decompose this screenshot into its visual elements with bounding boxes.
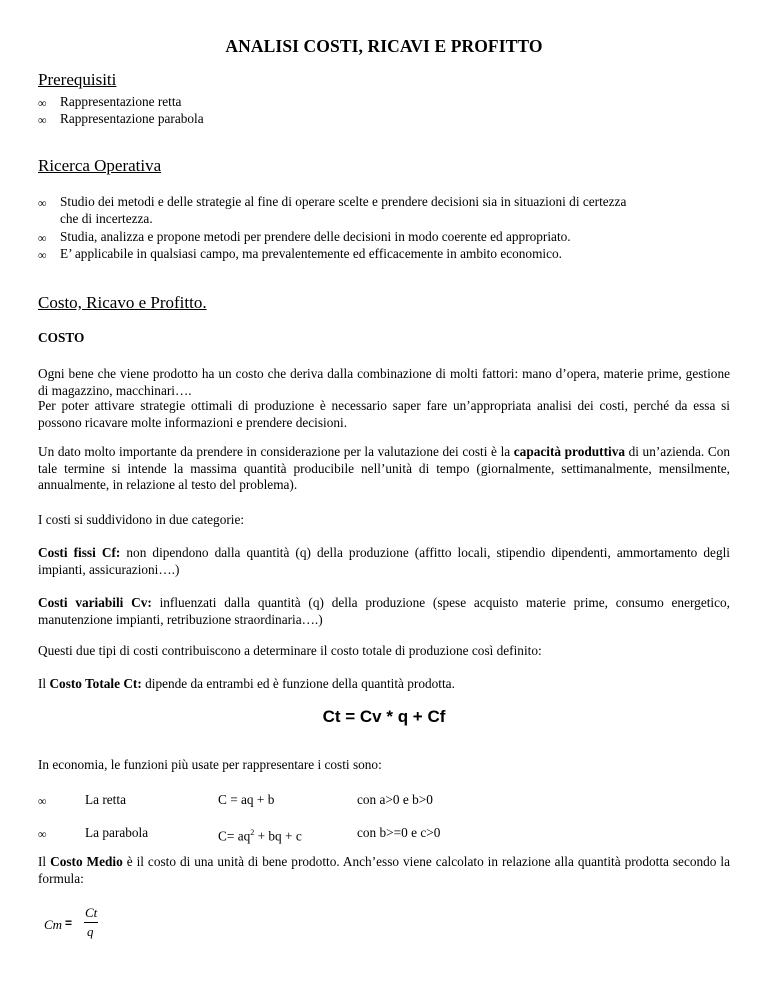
bullet-icon: ∞ bbox=[38, 96, 47, 110]
document-page: ANALISI COSTI, RICAVI E PROFITTO Prerequisiti ∞ Rappresentazione retta ∞ Rappresentazione parabola Ricerca Operativa ∞ Studio dei metodi e delle strategie al fine di operare scelte e prendere decisioni sia in situazioni di certezza che di incertezza. ∞ Studia, analizza e propone metodi per prendere delle decisioni in modo coerente ed appropriato. ∞ E’ applicabile in qualsiasi campo, ma prevalentemente ed efficacemente in ambito economico. Costo, Ricavo e Profitto. COSTO Ogni bene che viene prodotto ha un costo che deriva dalla combinazione di molti fattori: mano d’opera, materie prime, gestione di magazzino, macchinari…. Per poter attivare strategie ottimali di produzione è necessario saper fare un’appropriata analisi dei costi, perché da essa si possono ricavare molte informazioni e prendere decisioni. Un dato molto importante da prendere in considerazione per la valutazione dei costi è la capacità produttiva di un’azienda. Con tale termine si intende la massima quantità producibile nell’unità di tempo (giornalmente, settimanalmente, mensilmente, annualmente, in relazione al testo del problema). I costi si suddividono in due categorie: Costi fissi Cf: non dipendono dalla quantità (q) della produzione (affitto locali, stipendio dipendenti, ammortamento degli impianti, assicurazioni….) Costi variabili Cv: influenzati dalla quantità (q) della produzione (spese acquisto materie prime, consumo energetico, manutenzione impianti, retribuzione straordinaria….) Questi due tipi di costi contribuiscono a determinare il costo totale di produzione così definito: Il Costo Totale Ct: dipende da entrambi ed è funzione della quantità prodotta. Ct = Cv * q + Cf In economia, le funzioni più usate per rappresentare i costi sono: ∞ La retta C = aq + b con a>0 e b>0 ∞ La parabola $C= aq^2$ + bq + c con b>=0 e c>0 Il Costo Medio è il costo di una unità di bene prodotto. Anch’esso viene calcolato in relazione alla quantità prodotta secondo la formula: Cm = Ct q bbox=[0, 0, 768, 994]
bullet-icon: ∞ bbox=[38, 794, 47, 808]
bullet-icon: ∞ bbox=[38, 827, 47, 841]
function-condition: con a>0 e b>0 bbox=[357, 792, 433, 807]
paragraph-costi-variabili: Costi variabili Cv: influenzati dalla quantità (q) della produzione (spese acquisto materie prime, consumo energetico, manutenzione impianti, retribuzione straordinaria….) bbox=[38, 595, 730, 627]
bold-term: capacità produttiva bbox=[513, 444, 625, 459]
bold-term: Costo Totale Ct: bbox=[49, 676, 142, 691]
paragraph: Per poter attivare strategie ottimali di produzione è necessario saper fare un’appropriata analisi dei costi, perché da essa si possono ricavare molte informazioni e prendere decisioni. bbox=[38, 398, 730, 430]
list-item: E’ applicabile in qualsiasi campo, ma prevalentemente ed efficacemente in ambito economico. bbox=[60, 246, 562, 261]
formula-costo-totale: Ct = Cv * q + Cf bbox=[322, 707, 446, 726]
page-title: ANALISI COSTI, RICAVI E PROFITTO bbox=[225, 36, 543, 56]
bold-term: Costi variabili Cv: bbox=[38, 595, 152, 610]
list-item: Rappresentazione parabola bbox=[60, 111, 204, 126]
bullet-icon: ∞ bbox=[38, 113, 47, 127]
list-item: Studia, analizza e propone metodi per prendere delle decisioni in modo coerente ed appropriato. bbox=[60, 229, 571, 244]
bold-term: Costi fissi Cf: bbox=[38, 545, 121, 560]
heading-ricerca-operativa: Ricerca Operativa bbox=[38, 156, 162, 175]
list-item: Studio dei metodi e delle strategie al fine di operare scelte e prendere decisioni sia in situazioni di certezza bbox=[60, 194, 627, 209]
list-item-continuation: che di incertezza. bbox=[60, 211, 153, 226]
paragraph: Questi due tipi di costi contribuiscono a determinare il costo totale di produzione così definito: bbox=[38, 643, 542, 658]
list-item: Rappresentazione retta bbox=[60, 94, 182, 109]
heading-costo-ricavo-profitto: Costo, Ricavo e Profitto. bbox=[38, 293, 207, 312]
bold-term: Costo Medio bbox=[50, 854, 123, 869]
paragraph-costo-medio: Il Costo Medio è il costo di una unità di bene prodotto. Anch’esso viene calcolato in relazione alla quantità prodotta secondo la formula: bbox=[38, 854, 730, 886]
heading-prerequisiti: Prerequisiti bbox=[38, 70, 117, 89]
paragraph: Ogni bene che viene prodotto ha un costo che deriva dalla combinazione di molti fattori: mano d’opera, materie prime, gestione di magazzino, macchinari…. bbox=[38, 366, 730, 398]
paragraph-costo-totale: Il Costo Totale Ct: dipende da entrambi ed è funzione della quantità prodotta. bbox=[38, 676, 455, 691]
bullet-icon: ∞ bbox=[38, 231, 47, 245]
paragraph: In economia, le funzioni più usate per rappresentare i costi sono: bbox=[38, 757, 382, 772]
subheading-costo: COSTO bbox=[38, 330, 85, 345]
function-expression: C = aq + b bbox=[218, 792, 275, 807]
function-name: La retta bbox=[85, 792, 126, 807]
function-expression: $C= aq^2$ + bq + c bbox=[218, 828, 302, 844]
bullet-icon: ∞ bbox=[38, 196, 47, 210]
bullet-icon: ∞ bbox=[38, 248, 47, 262]
fraction-bar bbox=[84, 922, 98, 923]
paragraph: I costi si suddividono in due categorie: bbox=[38, 512, 245, 527]
paragraph-capacita-produttiva: Un dato molto importante da prendere in considerazione per la valutazione dei costi è la capacità produttiva di un’azienda. Con tale termine si intende la massima quantità producibile nell’unità di tempo (giornalmente, settimanalmente, mensilmente, annualmente, in relazione al testo del problema). bbox=[38, 444, 730, 492]
function-condition: con b>=0 e c>0 bbox=[357, 825, 441, 840]
paragraph-costi-fissi: Costi fissi Cf: non dipendono dalla quantità (q) della produzione (affitto locali, stipendio dipendenti, ammortamento degli impianti, assicurazioni….) bbox=[38, 545, 730, 577]
function-name: La parabola bbox=[85, 825, 149, 840]
